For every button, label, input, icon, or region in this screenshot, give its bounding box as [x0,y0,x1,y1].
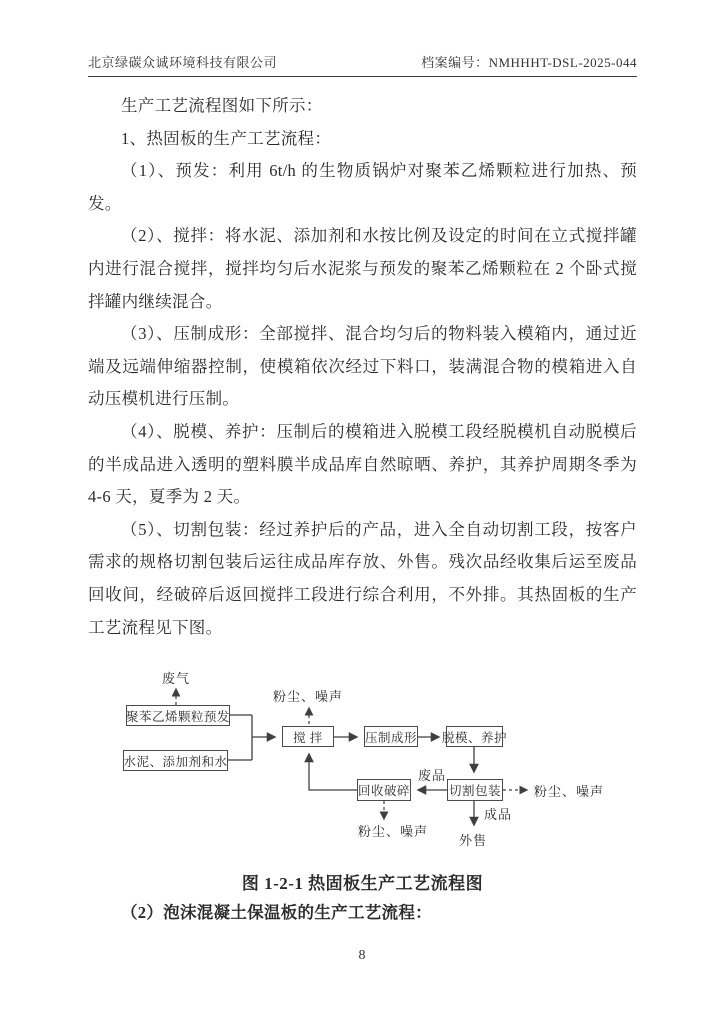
label-finished-product: 成品 [484,807,513,823]
node-recycle-crushing: 回收破碎 [357,779,411,801]
paragraph-step-1: （1）、预发：利用 6t/h 的生物质锅炉对聚苯乙烯颗粒进行加热、预发。 [88,161,637,213]
label-waste-gas: 废气 [162,671,191,687]
node-demolding-curing: 脱模、养护 [446,726,503,747]
node-raw-materials: 水泥、添加剂和水 [123,750,228,771]
label-for-sale: 外售 [459,833,488,849]
node-mixing: 搅 拌 [282,726,334,747]
label-dust-noise-mixing: 粉尘、噪声 [273,689,344,705]
node-pre-expansion: 聚苯乙烯颗粒预发 [126,705,230,726]
paragraph-heading-2: （2）泡沫混凝土保温板的生产工艺流程： [121,903,432,923]
process-flowchart [94,660,654,856]
paragraph-step-3: （3）、压制成形：全部搅拌、混合均匀后的物料装入模箱内，通过近端及远端伸缩器控制，使模箱依次经过下料口，装满混合物的模箱进入自动压模机进行压制。 [88,324,637,409]
node-pressing: 压制成形 [364,726,418,747]
page-header [88,52,637,77]
label-dust-noise-cutting: 粉尘、噪声 [534,784,605,800]
figure-caption: 图 1-2-1 热固板生产工艺流程图 [241,874,484,894]
paragraph-heading-1: 1、热固板的生产工艺流程： [121,128,332,148]
paragraph-step-5: （5）、切割包装：经过养护后的产品，进入全自动切割工段，按客户需求的规格切割包装后运往成品库存放、外售。残次品经收集后运至废品回收间，经破碎后返回搅拌工段进行综合利用，不外排。其热固板的生产工艺流程见下图。 [88,519,637,637]
node-cutting-packing: 切割包装 [447,779,503,801]
company-name: 北京绿碳众诚环境科技有限公司 [88,55,278,70]
paragraph-step-4: （4）、脱模、养护：压制后的模箱进入脱模工段经脱模机自动脱模后的半成品进入透明的塑料膜半成品库自然晾晒、养护，其养护周期冬季为 4-6 天，夏季为 2 天。 [88,421,637,507]
body-text [88,90,637,929]
page-number: 8 [358,948,366,963]
archive-number: 档案编号：NMHHHT-DSL-2025-044 [421,55,637,70]
paragraph-step-2: （2）、搅拌：将水泥、添加剂和水按比例及设定的时间在立式搅拌罐内进行混合搅拌，搅拌均匀后水泥浆与预发的聚苯乙烯颗粒在 2 个卧式搅拌罐内继续混合。 [88,226,637,311]
label-dust-noise-recycling: 粉尘、噪声 [358,824,429,840]
paragraph-intro: 生产工艺流程图如下所示： [121,96,323,115]
label-scrap: 废品 [418,768,447,784]
